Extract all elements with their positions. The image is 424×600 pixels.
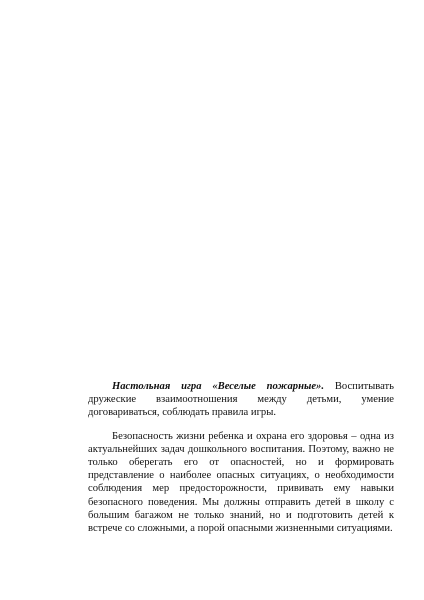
safety-paragraph: Безопасность жизни ребенка и охрана его здоровья – одна из актуальнейших задач дошкольного воспитания. Поэтому, важно не только оберегать его от опасностей, но и формировать представление о наиболее опасных ситуациях, о необходимости соблюдения мер предосторожности, прививать ему навыки безопасного поведения. Мы должны отправить детей в школу с большим багажом не только знаний, но и подготовить детей к встрече со сложными, а порой опасными жизненными ситуациями. xyxy=(88,430,394,535)
text-block xyxy=(88,380,394,545)
game-description-paragraph xyxy=(88,380,394,420)
game-title: Настольная игра «Веселые пожарные». xyxy=(112,381,324,392)
game-description: Воспитывать дружеские взаимоотношения между детьми, умение договариваться, соблюдать правила игры. xyxy=(88,381,394,419)
